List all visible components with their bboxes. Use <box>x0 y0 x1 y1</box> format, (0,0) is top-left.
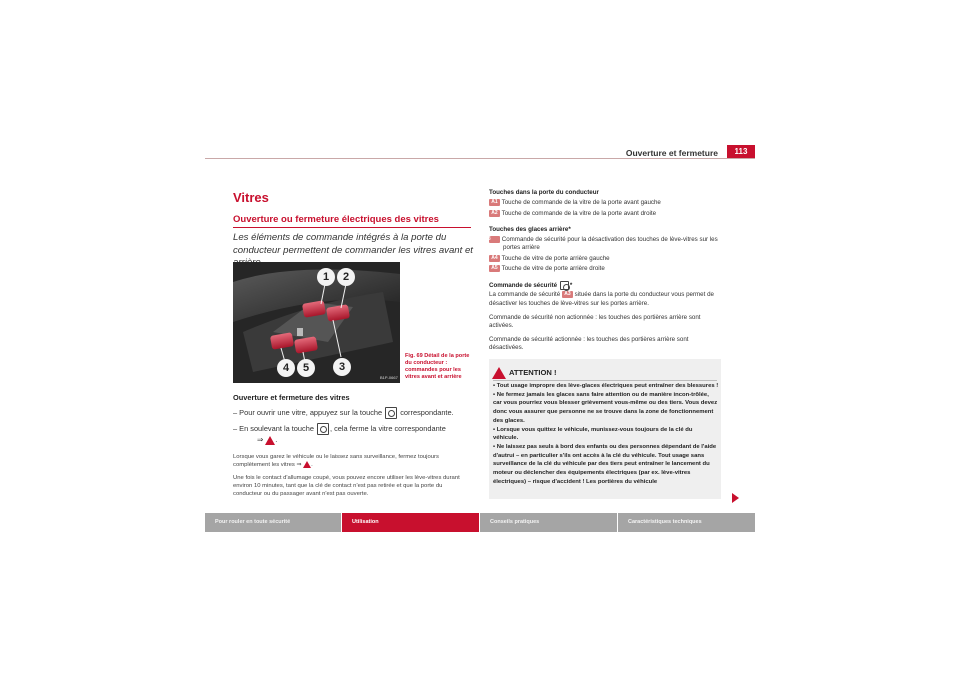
warning-triangle-icon[interactable] <box>303 461 311 468</box>
step-close-text-a: – En soulevant la touche <box>233 423 316 433</box>
warning-text <box>493 382 719 486</box>
footer-tab-conseils[interactable]: Conseils pratiques <box>480 513 617 532</box>
park-note-end: . <box>311 462 313 469</box>
tag-a5: A5 <box>489 265 500 272</box>
tag-a3-inline: A3 <box>562 291 573 298</box>
driver-key-a1 <box>489 199 721 207</box>
rear-keys-heading: Touches des glaces arrière* <box>489 226 571 233</box>
chapter-title: Vitres <box>233 190 269 205</box>
warning-triangle-icon[interactable] <box>265 435 278 445</box>
header-rule <box>205 158 755 159</box>
subtitle-rule <box>233 227 471 228</box>
warning-item: • Ne laissez pas seuls à bord des enfants ou des personnes dépendant de l'aide d'autrui – en particulier s'ils ont accès à la clé du véhicule. Tout usage sans surveillance de la clé du véhicule par des tiers peut entraîner le lancement du moteur ou déclencher des équipements électriques (par ex. lève-vitres électriques) – risque d'accident ! Les portières du véhicule <box>493 443 717 485</box>
tag-a2: A2 <box>489 210 500 217</box>
safety-paragraph-2: Commande de sécurité non actionnée : les touches des portières arrière sont activées. <box>489 314 701 330</box>
rear-key-a5-text: Touche de vitre de porte arrière droite <box>501 265 605 273</box>
figure-label-1: 1 <box>317 268 335 286</box>
park-note <box>233 453 473 469</box>
step-close-ref: ⇒ <box>257 435 266 444</box>
safety-heading <box>489 281 572 290</box>
safety-p1-text-a: La commande de sécurité <box>489 291 562 299</box>
safety-heading-suffix: * <box>569 282 573 290</box>
footer-tab-utilisation[interactable]: Utilisation <box>342 513 479 532</box>
window-switch-icon <box>317 423 329 435</box>
safety-p1-text-b: située dans la porte du conducteur vous permet de désactiver les touches de lève-vitres sur les portes arrière. <box>489 291 714 307</box>
step-open <box>233 407 478 419</box>
safety-paragraph-3: Commande de sécurité actionnée : les touches des portières arrière sont désactivées. <box>489 336 689 352</box>
safety-paragraph-1 <box>489 291 721 308</box>
footer-tab-caracteristiques[interactable]: Caractéristiques techniques <box>618 513 755 532</box>
continue-arrow-icon[interactable] <box>732 493 739 503</box>
rear-key-a3 <box>484 236 729 251</box>
tag-a4: A4 <box>489 255 500 262</box>
warning-rule <box>493 380 717 381</box>
rear-key-a4-text: Touche de vitre de porte arrière gauche <box>501 255 610 263</box>
figure-label-4: 4 <box>277 359 295 377</box>
step-close-text-b: , cela ferme la vitre correspondante <box>330 423 446 433</box>
figure-label-3: 3 <box>333 358 351 376</box>
figure-caption: Fig. 69 Détail de la porte du conducteur : commandes pour les vitres avant et arrière <box>405 353 470 380</box>
section-title: Ouverture et fermeture <box>625 148 718 158</box>
rear-key-a5 <box>489 265 721 273</box>
rear-key-a3-text: Commande de sécurité pour la désactivation des touches de lève-vitres sur les portes arrière <box>501 236 718 251</box>
tag-a3: A3 <box>489 236 500 243</box>
warning-item: • Tout usage impropre des lève-glaces électriques peut entraîner des blessures ! <box>493 383 719 389</box>
park-note-text: Lorsque vous garez le véhicule ou le laissez sans surveillance, fermez toujours complètement les vitres ⇒ <box>233 454 439 469</box>
lead-paragraph: Les éléments de commande intégrés à la porte du conducteur permettent de commander les vitres avant et <box>233 232 473 256</box>
step-close-end: . <box>275 435 278 444</box>
warning-item-2-text: Ne fermez jamais les glaces sans faire attention ou de manière incon-trôlée, car vous pourriez vous blesser grièvement vous-même ou des tiers. Vous devez donc vous assurer que personne ne se trouve dans la zone de fonctionnement des glaces. <box>493 391 718 424</box>
warning-title: ATTENTION ! <box>509 368 557 377</box>
footer-tab-safety[interactable]: Pour rouler en toute sécurité <box>205 513 341 532</box>
ignition-note: Une fois le contact d'allumage coupé, vous pouvez encore utiliser les lève-vitres durant environ 10 minutes, tant que la clé de contact n'est pas retirée et que la porte du conducteur ou du passager avant n'est pas ouverte. <box>233 475 460 498</box>
door-controls-figure <box>233 262 400 383</box>
warning-item-3-text: Lorsque vous quittez le véhicule, munissez-vous toujours de la clé du véhicule. <box>493 426 693 442</box>
warning-item-4-text: Ne laissez pas seuls à bord des enfants ou des personnes dépendant de l'aide d'autrui – en particulier s'ils ont accès à la clé du véhicule. Tout usage sans surveillance de la clé du véhicule par des tiers peut entraîner le lancement du moteur ou déclencher des équipements électriques (par ex. lève-vitres électriques) – risque d'accident ! Les portières du véhicule <box>493 443 717 485</box>
driver-key-a2 <box>489 210 721 218</box>
tag-a1: A1 <box>489 199 500 206</box>
safety-heading-text: Commande de sécurité <box>489 282 559 290</box>
figure-label-5: 5 <box>297 359 315 377</box>
rear-key-a4 <box>489 255 721 263</box>
warning-triangle-icon <box>492 367 506 379</box>
window-switch-icon <box>560 281 569 290</box>
driver-key-a2-text: Touche de commande de la vitre de la porte avant droite <box>501 210 657 218</box>
warning-item: • Lorsque vous quittez le véhicule, munissez-vous toujours de la clé du véhicule. <box>493 426 693 442</box>
warning-item: • Ne fermez jamais les glaces sans faire attention ou de manière incon-trôlée, car vous pourriez vous blesser grièvement vous-même ou des tiers. Vous devez donc vous assurer que personne ne se trouve dans la zone de fonctionnement des glaces. <box>493 391 718 424</box>
figure-code: B1P-0667 <box>380 375 398 380</box>
door-controls-illustration <box>233 262 400 383</box>
open-close-heading: Ouverture et fermeture des vitres <box>233 393 350 402</box>
step-open-text-b: correspondante. <box>398 407 454 417</box>
window-switch-icon <box>385 407 397 419</box>
figure-label-2: 2 <box>337 268 355 286</box>
driver-key-a1-text: Touche de commande de la vitre de la porte avant gauche <box>501 199 661 207</box>
section-subtitle: Ouverture ou fermeture électriques des vitres <box>233 214 439 225</box>
step-open-text-a: – Pour ouvrir une vitre, appuyez sur la touche <box>233 407 385 417</box>
driver-keys-heading: Touches dans la porte du conducteur <box>489 189 599 196</box>
warning-item-1-text: Tout usage impropre des lève-glaces électriques peut entraîner des blessures ! <box>496 383 719 389</box>
page-number: 113 <box>727 145 755 159</box>
step-close <box>233 423 478 445</box>
